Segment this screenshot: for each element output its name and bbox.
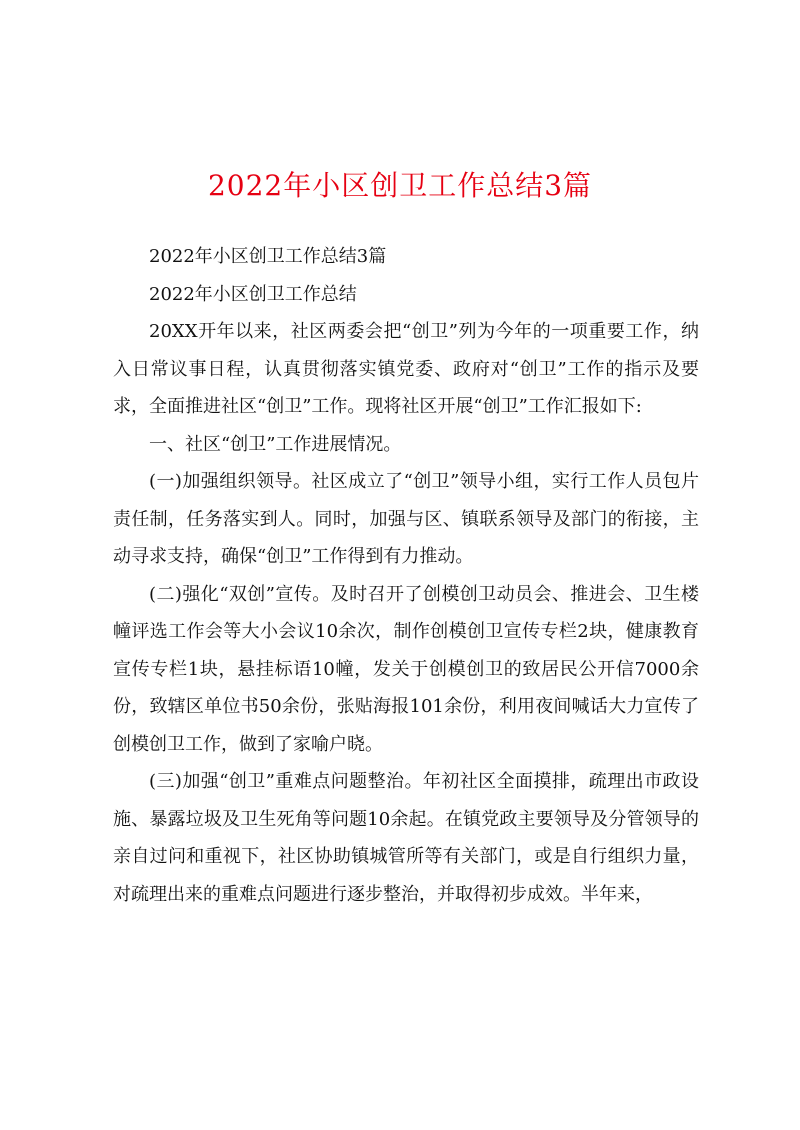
document-title: 2022年小区创卫工作总结3篇 [207,169,593,202]
paragraph: 2022年小区创卫工作总结3篇 [149,246,387,267]
document-body [113,238,699,913]
paragraph: (三)加强“创卫”重难点问题整治。年初社区全面摸排，疏理出市政设施、暴露垃圾及卫生死角等问题10余起。在镇党政主要领导及分管领导的亲自过问和重视下，社区协助镇城管所等有关部门，或是自行组织力量，对疏理出来的重难点问题进行逐步整治，并取得初步成效。半年来， [113,771,699,905]
paragraph: 一、社区“创卫”工作进展情况。 [149,433,402,455]
paragraph: (一)加强组织领导。社区成立了“创卫”领导小组，实行工作人员包片责任制，任务落实到人。同时，加强与区、镇联系领导及部门的衔接，主动寻求支持，确保“创卫”工作得到有力推动。 [113,471,699,567]
paragraph: 2022年小区创卫工作总结 [149,283,357,305]
paragraph: 20XX开年以来，社区两委会把“创卫”列为今年的一项重要工作，纳入日常议事日程，认真贯彻落实镇党委、政府对“创卫”工作的指示及要求，全面推进社区“创卫”工作。现将社区开展“创卫”工作汇报如下: [113,321,699,417]
paragraph: (二)强化“双创”宣传。及时召开了创模创卫动员会、推进会、卫生楼幢评选工作会等大小会议10余次，制作创模创卫宣传专栏2块，健康教育宣传专栏1块，悬挂标语10幢，发关于创模创卫的致居民公开信7000余份，致辖区单位书50余份，张贴海报101余份，利用夜间喊话大力宣传了创模创卫工作，做到了家喻户晓。 [113,583,699,755]
